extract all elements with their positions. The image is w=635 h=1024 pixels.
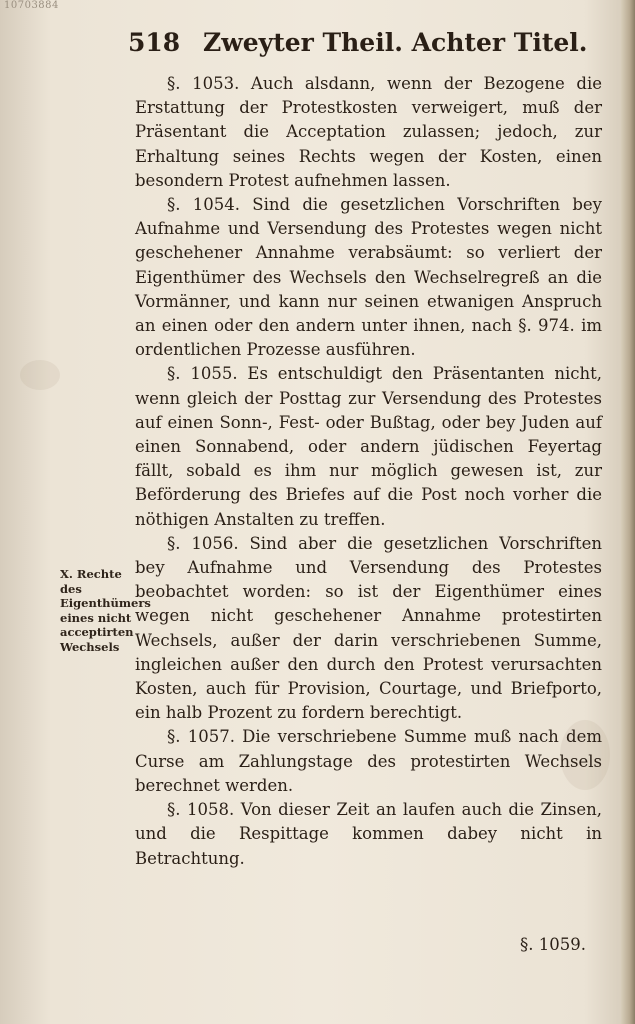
paragraph-1053: §. 1053. Auch alsdann, wenn der Bezogene die Erstattung der Protestkosten verweigert, muß der Präsentant die Acceptation zulassen; jedoch, zur Erhaltung seines Rechts wegen der Kosten, einen besondern Protest aufnehmen lassen. (135, 74, 602, 190)
paragraph-1057: §. 1057. Die verschriebene Summe muß nach dem Curse am Zahlungstage des protestirten Wechsels berechnet werden. (135, 727, 602, 795)
catalog-id: 10703884 (4, 0, 59, 11)
page-number: 518 (128, 28, 181, 57)
paragraph-1058: §. 1058. Von dieser Zeit an laufen auch die Zinsen, und die Respittage kommen dabey nicht in Betrachtung. (135, 800, 602, 868)
paragraph-1055: §. 1055. Es entschuldigt den Präsentanten nicht, wenn gleich der Posttag zur Versendung des Protestes auf einen Sonn-, Fest- oder Bußtag, oder bey Juden auf einen Sonnabend, oder andern jüdischen Feyertag fällt, sobald es ihm nur möglich gewesen ist, zur Beförderung des Briefes auf die Post noch vorher die nöthigen Anstalten zu treffen. (135, 364, 602, 529)
page-header (128, 28, 608, 68)
catchword: §. 1059. (520, 935, 586, 954)
running-head: Zweyter Theil. Achter Titel. (203, 28, 588, 57)
paragraph-1054: §. 1054. Sind die gesetzlichen Vorschriften bey Aufnahme und Versendung des Protestes wegen nicht geschehener Annahme verabsäumt: so verliert der Eigenthümer des Wechsels den Wechselregreß an die Vormänner, und kann nur seinen etwanigen Anspruch an einen oder den andern unter ihnen, nach §. 974. im ordentlichen Prozesse ausführen. (135, 195, 602, 360)
paragraph-1056: §. 1056. Sind aber die gesetzlichen Vorschriften bey Aufnahme und Versendung des Protestes beobachtet worden: so ist der Eigenthümer eines wegen nicht geschehener Annahme protestirten Wechsels, außer der darin verschriebenen Summe, ingleichen außer den durch den Protest verursachten Kosten, auch für Provision, Courtage, und Briefporto, ein halb Prozent zu fordern berechtigt. (135, 533, 602, 723)
body-text (135, 72, 602, 871)
margin-note: X. Rechte des Eigenthümers eines nicht acceptirten Wechsels (60, 567, 151, 654)
paper-stain (20, 360, 60, 390)
page-edge (621, 0, 635, 1024)
